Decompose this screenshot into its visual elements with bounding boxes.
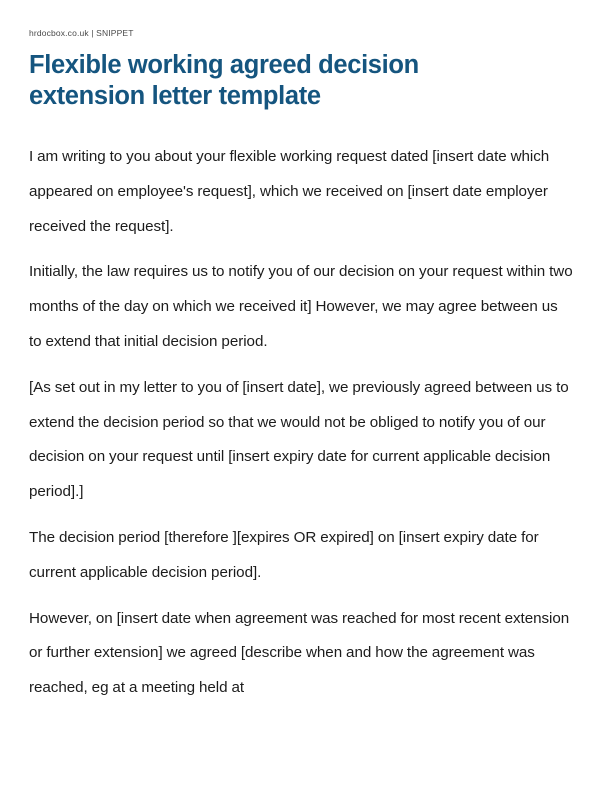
document-body [29, 140, 574, 706]
document-header [29, 24, 134, 40]
body-paragraph: [As set out in my letter to you of [insert date], we previously agreed between us to extend the decision period so that we would not be obliged to notify you of our decision on your request until [insert expiry date for current applicable decision period].] [29, 378, 569, 501]
page-title: Flexible working agreed decision extension letter template [29, 51, 419, 111]
body-paragraph: Initially, the law requires us to notify you of our decision on your request within two months of the day on which we received it] However, we may agree between us to extend that initial decision period. [29, 263, 573, 350]
source-kicker: hrdocbox.co.uk | SNIPPET [29, 28, 134, 38]
body-paragraph: I am writing to you about your flexible working request dated [insert date which appeared on employee's request], which we received on [insert date employer received the request]. [29, 148, 550, 235]
body-paragraph: The decision period [therefore ][expires OR expired] on [insert expiry date for current applicable decision period]. [29, 528, 539, 581]
body-paragraph: However, on [insert date when agreement was reached for most recent extension or further extension] we agreed [describe when and how the agreement was reached, eg at a meeting held at [29, 609, 570, 697]
